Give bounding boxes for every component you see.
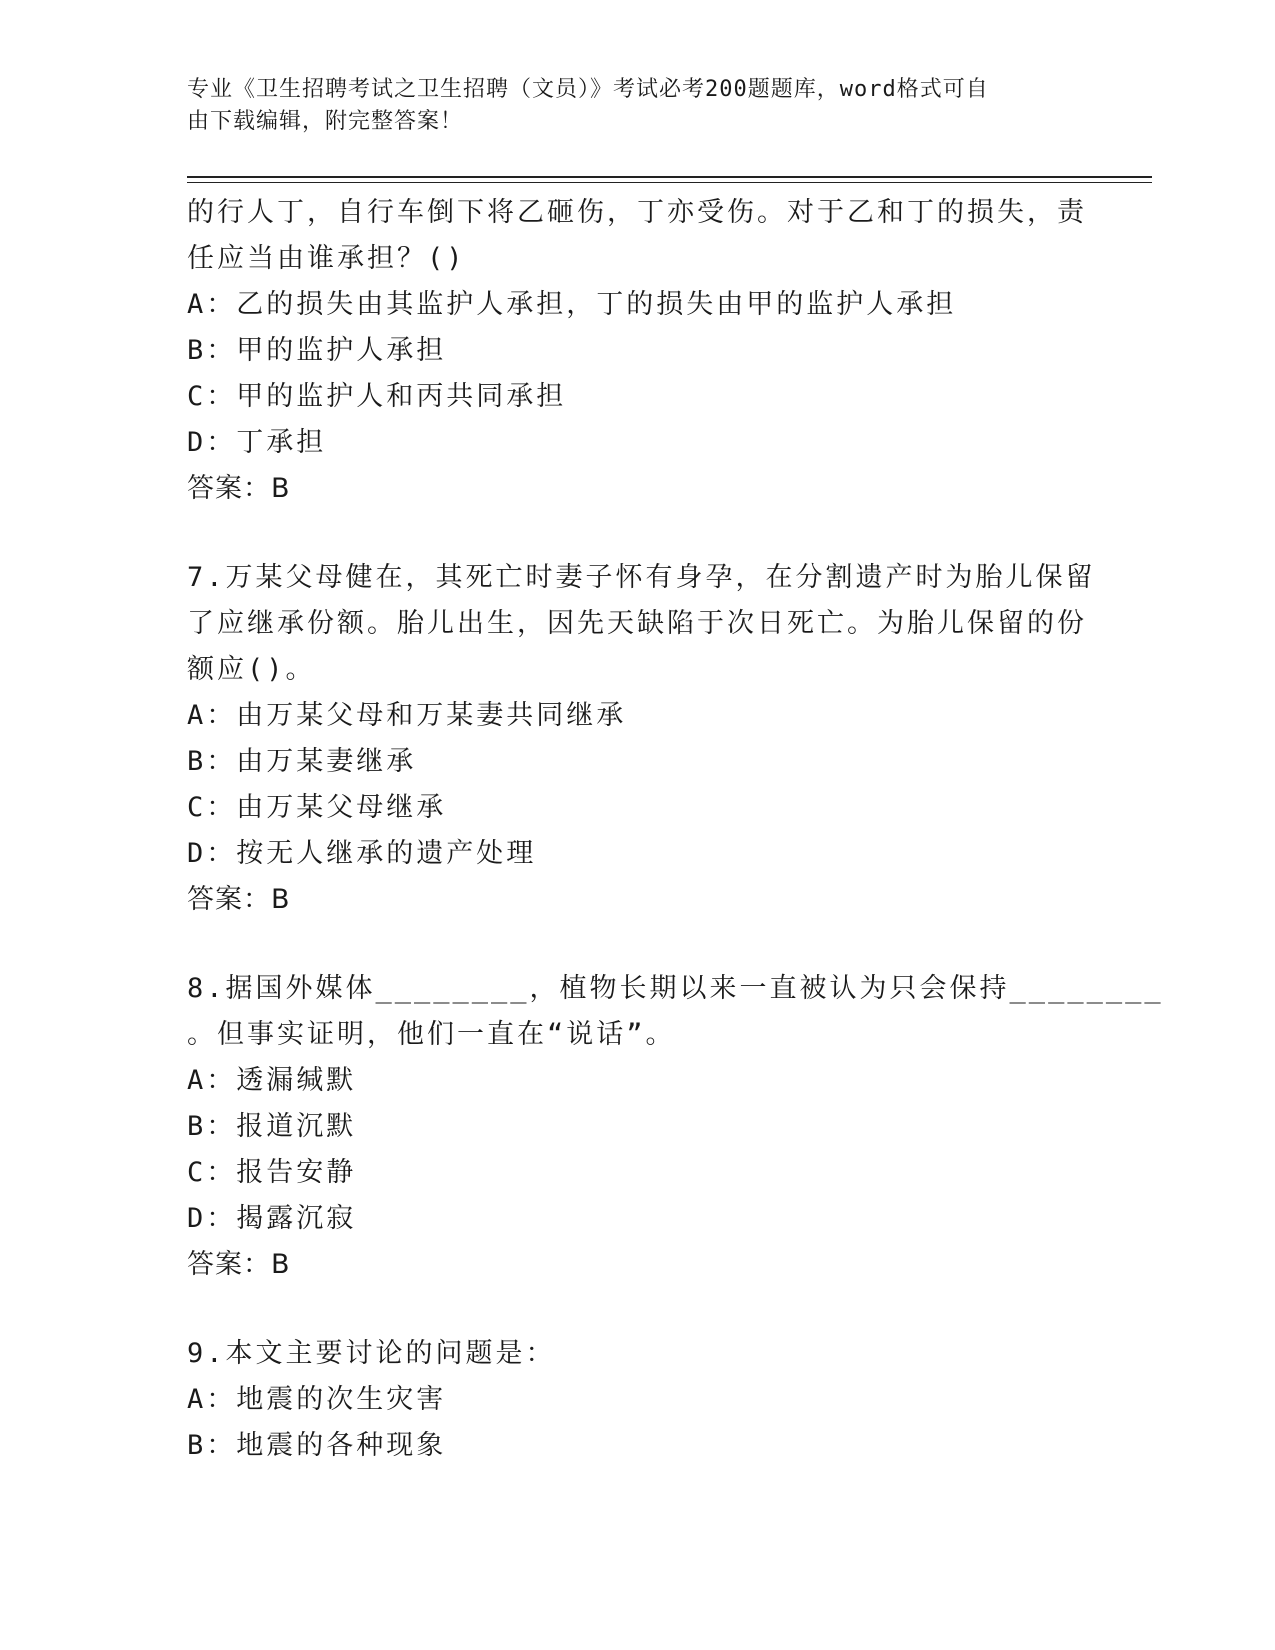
option-c: C：甲的监护人和丙共同承担 [187, 381, 567, 412]
option-a: A：地震的次生灾害 [187, 1384, 447, 1415]
question-text-line: 9.本文主要讨论的问题是： [187, 1338, 556, 1369]
question-continued [187, 190, 1087, 512]
answer-line: 答案：B [187, 884, 291, 915]
question-text-line: 了应继承份额。胎儿出生，因先天缺陷于次日死亡。为胎儿保留的份 [187, 608, 1087, 639]
option-b: B：甲的监护人承担 [187, 335, 447, 366]
option-c: C：由万某父母继承 [187, 792, 447, 823]
answer-line: 答案：B [187, 1249, 291, 1280]
answer-line: 答案：B [187, 473, 291, 504]
question-7 [187, 555, 1096, 923]
header-line-1: 专业《卫生招聘考试之卫生招聘（文员）》考试必考200题题库，word格式可自 [187, 77, 989, 102]
option-d: D：按无人继承的遗产处理 [187, 838, 537, 869]
option-d: D：丁承担 [187, 427, 327, 458]
option-d: D：揭露沉寂 [187, 1203, 357, 1234]
option-b: B：地震的各种现象 [187, 1430, 447, 1461]
option-a: A：乙的损失由其监护人承担，丁的损失由甲的监护人承担 [187, 289, 957, 320]
question-text-line: 。但事实证明，他们一直在“说话”。 [187, 1019, 676, 1050]
question-text-line: 7.万某父母健在，其死亡时妻子怀有身孕，在分割遗产时为胎儿保留 [187, 562, 1096, 593]
option-b: B：报道沉默 [187, 1111, 357, 1142]
header-divider-thin [187, 182, 1152, 183]
option-c: C：报告安静 [187, 1157, 357, 1188]
document-header [187, 74, 1067, 138]
question-text-line: 的行人丁，自行车倒下将乙砸伤，丁亦受伤。对于乙和丁的损失，责 [187, 197, 1087, 228]
option-a: A：由万某父母和万某妻共同继承 [187, 700, 627, 731]
question-text-line: 任应当由谁承担？() [187, 243, 466, 274]
header-line-2: 由下载编辑，附完整答案！ [187, 109, 464, 134]
question-text-line: 额应()。 [187, 654, 316, 685]
header-divider-thick [187, 176, 1152, 178]
question-9 [187, 1331, 1067, 1469]
option-a: A：透漏缄默 [187, 1065, 357, 1096]
question-8 [187, 966, 1164, 1288]
option-b: B：由万某妻继承 [187, 746, 417, 777]
question-list [187, 190, 1164, 1469]
question-text-line: 8.据国外媒体________，植物长期以来一直被认为只会保持________ [187, 973, 1164, 1004]
